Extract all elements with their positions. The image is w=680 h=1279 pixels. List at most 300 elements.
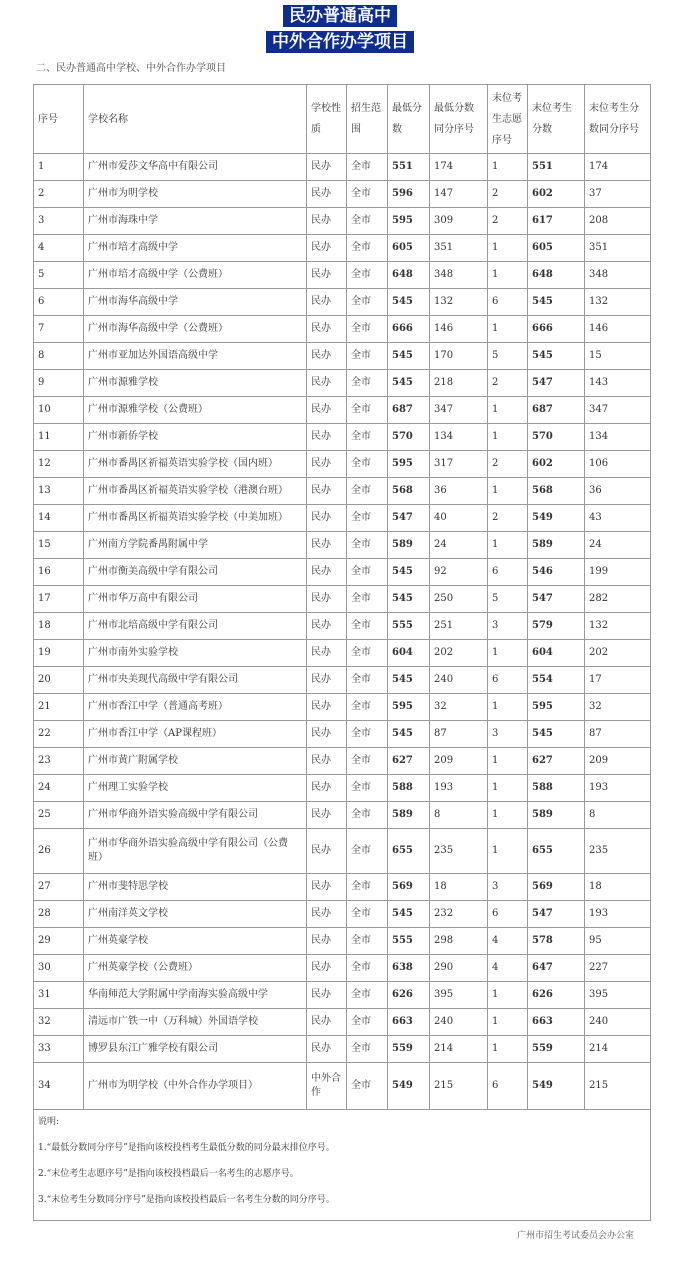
table-cell: 广州市华商外语实验高级中学有限公司 — [84, 802, 307, 829]
table-cell: 570 — [388, 424, 430, 451]
table-cell: 1 — [488, 982, 528, 1009]
table-cell: 554 — [528, 667, 585, 694]
table-cell: 民办 — [307, 559, 347, 586]
table-cell: 106 — [585, 451, 651, 478]
table-cell: 555 — [388, 928, 430, 955]
table-row — [34, 343, 651, 370]
table-cell: 全市 — [347, 262, 388, 289]
table-cell: 1 — [488, 775, 528, 802]
table-row — [34, 262, 651, 289]
table-cell: 546 — [528, 559, 585, 586]
table-cell: 民办 — [307, 640, 347, 667]
table-cell: 240 — [430, 1009, 488, 1036]
table-cell: 全市 — [347, 640, 388, 667]
table-cell: 1 — [488, 829, 528, 874]
notes-row — [34, 1110, 651, 1221]
table-cell: 595 — [388, 451, 430, 478]
table-cell: 87 — [430, 721, 488, 748]
table-cell: 579 — [528, 613, 585, 640]
table-row — [34, 955, 651, 982]
footer-issuer: 广州市招生考试委员会办公室 — [517, 1231, 635, 1241]
table-cell: 240 — [585, 1009, 651, 1036]
table-cell: 193 — [585, 901, 651, 928]
notes-title: 说明: — [38, 1117, 60, 1127]
table-cell: 32 — [34, 1009, 84, 1036]
table-cell: 1 — [488, 397, 528, 424]
table-cell: 589 — [388, 532, 430, 559]
table-cell: 13 — [34, 478, 84, 505]
table-cell: 民办 — [307, 289, 347, 316]
table-row — [34, 901, 651, 928]
table-cell: 全市 — [347, 235, 388, 262]
table-cell: 11 — [34, 424, 84, 451]
banner-line-1 — [0, 5, 680, 27]
table-cell: 民办 — [307, 928, 347, 955]
header-cell: 招生范围 — [347, 85, 388, 154]
table-cell: 617 — [528, 208, 585, 235]
note-item: 1.“最低分数同分序号”是指向该校投档考生最低分数的同分最末排位序号。 — [38, 1143, 335, 1153]
table-cell: 全市 — [347, 955, 388, 982]
table-cell: 广州市黄广附属学校 — [84, 748, 307, 775]
table-row — [34, 874, 651, 901]
table-cell: 627 — [388, 748, 430, 775]
table-cell: 民办 — [307, 667, 347, 694]
table-cell: 545 — [528, 289, 585, 316]
table-cell: 348 — [585, 262, 651, 289]
table-cell: 174 — [430, 154, 488, 181]
table-cell: 545 — [388, 289, 430, 316]
table-row — [34, 829, 651, 874]
header-cell: 序号 — [34, 85, 84, 154]
table-cell: 559 — [528, 1036, 585, 1063]
table-cell: 589 — [528, 802, 585, 829]
table-cell: 民办 — [307, 370, 347, 397]
table-cell: 30 — [34, 955, 84, 982]
table-cell: 545 — [388, 559, 430, 586]
table-cell: 2 — [488, 181, 528, 208]
header-cell: 学校性质 — [307, 85, 347, 154]
table-cell: 民办 — [307, 721, 347, 748]
table-row — [34, 640, 651, 667]
table-cell: 545 — [388, 721, 430, 748]
table-cell: 广州南方学院番禺附属中学 — [84, 532, 307, 559]
table-cell: 2 — [488, 370, 528, 397]
table-cell: 民办 — [307, 208, 347, 235]
table-cell: 民办 — [307, 532, 347, 559]
table-cell: 604 — [528, 640, 585, 667]
table-cell: 626 — [388, 982, 430, 1009]
table-cell: 2 — [488, 451, 528, 478]
header-cell: 最低分数同分序号 — [430, 85, 488, 154]
table-cell: 347 — [585, 397, 651, 424]
table-cell: 民办 — [307, 901, 347, 928]
table-cell: 18 — [34, 613, 84, 640]
table-cell: 广州市斐特思学校 — [84, 874, 307, 901]
table-cell: 143 — [585, 370, 651, 397]
table-cell: 全市 — [347, 613, 388, 640]
table-cell: 3 — [34, 208, 84, 235]
table-cell: 174 — [585, 154, 651, 181]
table-cell: 民办 — [307, 451, 347, 478]
table-cell: 545 — [388, 370, 430, 397]
table-cell: 6 — [488, 289, 528, 316]
table-cell: 6 — [488, 667, 528, 694]
table-cell: 663 — [388, 1009, 430, 1036]
table-cell: 广州南洋英文学校 — [84, 901, 307, 928]
table-cell: 555 — [388, 613, 430, 640]
table-cell: 民办 — [307, 505, 347, 532]
table-cell: 545 — [528, 343, 585, 370]
table-cell: 193 — [430, 775, 488, 802]
table-cell: 广州市央美现代高级中学有限公司 — [84, 667, 307, 694]
table-cell: 民办 — [307, 235, 347, 262]
table-cell: 215 — [430, 1063, 488, 1110]
table-cell: 华南师范大学附属中学南海实验高级中学 — [84, 982, 307, 1009]
table-cell: 27 — [34, 874, 84, 901]
table-row — [34, 982, 651, 1009]
table-cell: 24 — [34, 775, 84, 802]
table-cell: 8 — [585, 802, 651, 829]
table-cell: 570 — [528, 424, 585, 451]
table-row — [34, 1036, 651, 1063]
table-cell: 34 — [34, 1063, 84, 1110]
table-cell: 全市 — [347, 874, 388, 901]
table-row — [34, 802, 651, 829]
table-cell: 595 — [388, 208, 430, 235]
table-cell: 147 — [430, 181, 488, 208]
table-cell: 595 — [388, 694, 430, 721]
table-cell: 568 — [388, 478, 430, 505]
table-row — [34, 748, 651, 775]
note-item: 3.“末位考生分数同分序号”是指向该校投档最后一名考生分数的同分序号。 — [38, 1195, 335, 1205]
table-cell: 8 — [34, 343, 84, 370]
table-cell: 132 — [585, 289, 651, 316]
table-cell: 3 — [488, 613, 528, 640]
table-cell: 214 — [430, 1036, 488, 1063]
table-cell: 602 — [528, 181, 585, 208]
table-row — [34, 370, 651, 397]
table-cell: 24 — [585, 532, 651, 559]
table-cell: 1 — [488, 1009, 528, 1036]
table-cell: 广州英豪学校（公费班） — [84, 955, 307, 982]
table-cell: 22 — [34, 721, 84, 748]
table-cell: 全市 — [347, 532, 388, 559]
table-cell: 全市 — [347, 208, 388, 235]
table-cell: 648 — [528, 262, 585, 289]
table-row — [34, 721, 651, 748]
table-cell: 1 — [488, 802, 528, 829]
table-row — [34, 397, 651, 424]
table-cell: 240 — [430, 667, 488, 694]
table-cell: 1 — [488, 748, 528, 775]
note-item: 2.“末位考生志愿序号”是指向该校投档最后一名考生的志愿序号。 — [38, 1169, 299, 1179]
table-cell: 民办 — [307, 802, 347, 829]
table-cell: 全市 — [347, 1063, 388, 1110]
table-cell: 551 — [388, 154, 430, 181]
table-cell: 132 — [430, 289, 488, 316]
table-cell: 547 — [528, 370, 585, 397]
table-cell: 32 — [585, 694, 651, 721]
table-cell: 全市 — [347, 586, 388, 613]
table-cell: 235 — [430, 829, 488, 874]
table-cell: 215 — [585, 1063, 651, 1110]
table-cell: 广州市海华高级中学 — [84, 289, 307, 316]
table-row — [34, 1063, 651, 1110]
table-cell: 全市 — [347, 316, 388, 343]
table-cell: 全市 — [347, 289, 388, 316]
banner-line-2 — [0, 31, 680, 53]
table-cell: 6 — [488, 1063, 528, 1110]
table-row — [34, 1009, 651, 1036]
table-cell: 298 — [430, 928, 488, 955]
table-cell: 596 — [388, 181, 430, 208]
table-cell: 235 — [585, 829, 651, 874]
table-cell: 全市 — [347, 667, 388, 694]
table-cell: 广州市新侨学校 — [84, 424, 307, 451]
table-cell: 6 — [488, 901, 528, 928]
table-cell: 26 — [34, 829, 84, 874]
header-cell: 末位考生分数 — [528, 85, 585, 154]
table-cell: 36 — [430, 478, 488, 505]
table-cell: 民办 — [307, 955, 347, 982]
table-cell: 232 — [430, 901, 488, 928]
table-cell: 545 — [388, 901, 430, 928]
table-cell: 4 — [34, 235, 84, 262]
table-cell: 民办 — [307, 1036, 347, 1063]
table-cell: 549 — [528, 1063, 585, 1110]
table-cell: 1 — [488, 640, 528, 667]
table-cell: 24 — [430, 532, 488, 559]
table-cell: 627 — [528, 748, 585, 775]
table-cell: 549 — [388, 1063, 430, 1110]
table-cell: 广州市香江中学（普通高考班） — [84, 694, 307, 721]
table-cell: 2 — [34, 181, 84, 208]
table-cell: 14 — [34, 505, 84, 532]
table-cell: 15 — [585, 343, 651, 370]
table-cell: 广州市培才高级中学（公费班） — [84, 262, 307, 289]
table-cell: 广州市番禺区祈福英语实验学校（港澳台班） — [84, 478, 307, 505]
table-cell: 1 — [488, 424, 528, 451]
table-cell: 全市 — [347, 775, 388, 802]
table-row — [34, 694, 651, 721]
table-cell: 43 — [585, 505, 651, 532]
table-cell: 549 — [528, 505, 585, 532]
table-cell: 666 — [388, 316, 430, 343]
banner-title-2: 中外合作办学项目 — [266, 31, 414, 53]
table-cell: 全市 — [347, 559, 388, 586]
table-cell: 28 — [34, 901, 84, 928]
table-cell: 6 — [34, 289, 84, 316]
table-cell: 547 — [528, 901, 585, 928]
table-row — [34, 451, 651, 478]
table-cell: 全市 — [347, 397, 388, 424]
table-cell: 民办 — [307, 154, 347, 181]
table-cell: 545 — [388, 667, 430, 694]
table-cell: 218 — [430, 370, 488, 397]
table-cell: 87 — [585, 721, 651, 748]
table-cell: 16 — [34, 559, 84, 586]
table-cell: 民办 — [307, 262, 347, 289]
table-cell: 395 — [585, 982, 651, 1009]
table-cell: 民办 — [307, 748, 347, 775]
table-cell: 638 — [388, 955, 430, 982]
table-cell: 545 — [528, 721, 585, 748]
table-cell: 170 — [430, 343, 488, 370]
table-cell: 5 — [488, 343, 528, 370]
table-cell: 9 — [34, 370, 84, 397]
table-row — [34, 532, 651, 559]
table-cell: 202 — [585, 640, 651, 667]
table-cell: 31 — [34, 982, 84, 1009]
table-cell: 全市 — [347, 694, 388, 721]
table-cell: 全市 — [347, 748, 388, 775]
table-cell: 559 — [388, 1036, 430, 1063]
table-cell: 中外合作 — [307, 1063, 347, 1110]
table-cell: 广州市源雅学校 — [84, 370, 307, 397]
table-cell: 广州理工实验学校 — [84, 775, 307, 802]
section-title: 二、民办普通高中学校、中外合作办学项目 — [36, 63, 226, 74]
header-cell: 末位考生志愿序号 — [488, 85, 528, 154]
table-cell: 551 — [528, 154, 585, 181]
header-cell: 末位考生分数同分序号 — [585, 85, 651, 154]
table-cell: 134 — [585, 424, 651, 451]
table-row — [34, 928, 651, 955]
table-cell: 21 — [34, 694, 84, 721]
table-cell: 37 — [585, 181, 651, 208]
table-cell: 4 — [488, 955, 528, 982]
table-cell: 23 — [34, 748, 84, 775]
table-cell: 95 — [585, 928, 651, 955]
table-row — [34, 154, 651, 181]
table-cell: 595 — [528, 694, 585, 721]
table-cell: 647 — [528, 955, 585, 982]
table-cell: 民办 — [307, 586, 347, 613]
table-cell: 广州市番禺区祈福英语实验学校（国内班） — [84, 451, 307, 478]
table-cell: 589 — [528, 532, 585, 559]
table-cell: 36 — [585, 478, 651, 505]
table-cell: 569 — [388, 874, 430, 901]
table-cell: 1 — [488, 235, 528, 262]
table-cell: 全市 — [347, 1009, 388, 1036]
table-cell: 2 — [488, 208, 528, 235]
table-row — [34, 478, 651, 505]
table-cell: 1 — [488, 154, 528, 181]
table-cell: 民办 — [307, 424, 347, 451]
table-cell: 348 — [430, 262, 488, 289]
table-cell: 25 — [34, 802, 84, 829]
table-cell: 全市 — [347, 802, 388, 829]
table-cell: 民办 — [307, 478, 347, 505]
table-cell: 全市 — [347, 154, 388, 181]
table-cell: 广州市华商外语实验高级中学有限公司（公费班） — [84, 829, 307, 874]
table-row — [34, 775, 651, 802]
table-cell: 92 — [430, 559, 488, 586]
header-cell: 最低分数 — [388, 85, 430, 154]
table-cell: 7 — [34, 316, 84, 343]
table-cell: 1 — [488, 694, 528, 721]
table-cell: 广州市番禺区祈福英语实验学校（中美加班） — [84, 505, 307, 532]
table-cell: 395 — [430, 982, 488, 1009]
table-cell: 32 — [430, 694, 488, 721]
table-cell: 民办 — [307, 613, 347, 640]
table-cell: 134 — [430, 424, 488, 451]
header-cell: 学校名称 — [84, 85, 307, 154]
table-cell: 687 — [388, 397, 430, 424]
table-cell: 309 — [430, 208, 488, 235]
notes-cell — [34, 1110, 651, 1221]
table-cell: 588 — [528, 775, 585, 802]
table-cell: 347 — [430, 397, 488, 424]
table-cell: 227 — [585, 955, 651, 982]
table-cell: 666 — [528, 316, 585, 343]
table-cell: 10 — [34, 397, 84, 424]
table-cell: 全市 — [347, 343, 388, 370]
table-cell: 209 — [430, 748, 488, 775]
table-cell: 648 — [388, 262, 430, 289]
table-row — [34, 667, 651, 694]
table-cell: 663 — [528, 1009, 585, 1036]
table-cell: 广州市香江中学（AP课程班） — [84, 721, 307, 748]
table-cell: 687 — [528, 397, 585, 424]
table-cell: 5 — [34, 262, 84, 289]
table-cell: 214 — [585, 1036, 651, 1063]
banner-title-1: 民办普通高中 — [283, 5, 397, 27]
table-cell: 655 — [388, 829, 430, 874]
table-cell: 全市 — [347, 928, 388, 955]
table-cell: 广州市海华高级中学（公费班） — [84, 316, 307, 343]
table-cell: 199 — [585, 559, 651, 586]
table-cell: 193 — [585, 775, 651, 802]
table-cell: 全市 — [347, 451, 388, 478]
table-cell: 202 — [430, 640, 488, 667]
table-cell: 568 — [528, 478, 585, 505]
table-cell: 全市 — [347, 181, 388, 208]
table-cell: 1 — [488, 1036, 528, 1063]
table-cell: 1 — [488, 262, 528, 289]
table-cell: 博罗县东江广雅学校有限公司 — [84, 1036, 307, 1063]
table-cell: 1 — [488, 532, 528, 559]
table-cell: 545 — [388, 586, 430, 613]
table-cell: 282 — [585, 586, 651, 613]
table-cell: 民办 — [307, 397, 347, 424]
table-cell: 19 — [34, 640, 84, 667]
table-cell: 588 — [388, 775, 430, 802]
table-cell: 民办 — [307, 775, 347, 802]
table-row — [34, 208, 651, 235]
table-cell: 589 — [388, 802, 430, 829]
table-cell: 民办 — [307, 316, 347, 343]
table-cell: 547 — [388, 505, 430, 532]
table-cell: 全市 — [347, 982, 388, 1009]
table-cell: 2 — [488, 505, 528, 532]
table-row — [34, 424, 651, 451]
admission-table — [33, 84, 651, 1221]
table-row — [34, 505, 651, 532]
table-cell: 626 — [528, 982, 585, 1009]
table-cell: 全市 — [347, 829, 388, 874]
table-cell: 290 — [430, 955, 488, 982]
table-cell: 351 — [585, 235, 651, 262]
table-row — [34, 316, 651, 343]
table-cell: 广州市南外实验学校 — [84, 640, 307, 667]
table-cell: 5 — [488, 586, 528, 613]
table-cell: 146 — [430, 316, 488, 343]
table-cell: 广州市培才高级中学 — [84, 235, 307, 262]
table-cell: 全市 — [347, 424, 388, 451]
table-cell: 12 — [34, 451, 84, 478]
table-cell: 17 — [34, 586, 84, 613]
table-cell: 全市 — [347, 1036, 388, 1063]
